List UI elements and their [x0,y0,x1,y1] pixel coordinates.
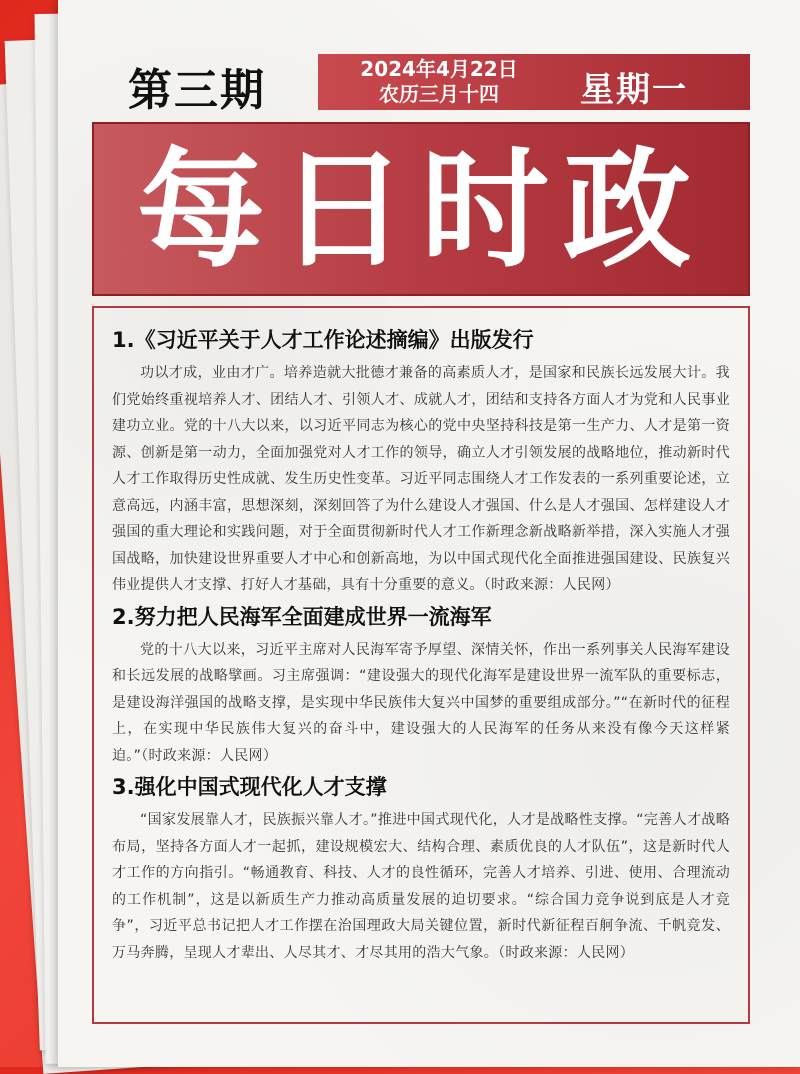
masthead-title: 每日时政 [136,136,705,285]
news-item [112,601,730,770]
news-body: 党的十八大以来，习近平主席对人民海军寄予厚望、深情关怀，作出一系列事关人民海军建设和长远发展的战略擘画。习主席强调：“建设强大的现代化海军是建设世界一流军队的重要标志，是建设海洋强国的战略支撑，是实现中华民族伟大复兴中国梦的重要组成部分。”“在新时代的征程上，在实现中华民族伟大复兴的奋斗中，建设强大的人民海军的任务从来没有像今天这样紧迫。”（时政来源：人民网） [112,641,730,764]
masthead-banner [92,122,750,296]
news-heading: 3.强化中国式现代化人才支撑 [112,775,387,799]
news-item [112,771,730,966]
news-content-box [92,306,750,1024]
issue-number: 第三期 [128,65,266,116]
news-heading: 2.努力把人民海军全面建成世界一流海军 [112,604,492,629]
date-banner [318,54,750,110]
news-body: “国家发展靠人才，民族振兴靠人才。”推进中国式现代化，人才是战略性支撑。“完善人才战略布局，坚持各方面人才一起抓，建设规模宏大、结构合理、素质优良的人才队伍”，这是新时代人才工作的方向指引。“畅通教育、科技、人才的良性循环，完善人才培养、引进、使用、合理流动的工作机制”，这是以新质生产力推动高质量发展的迫切要求。“综合国力竞争说到底是人才竞争”，习近平总书记把人才工作摆在治国理政大局关键位置，新时代新征程百舸争流、千帆竞发、万马奔腾，呈现人才辈出、人尽其才、才尽其用的浩大气象。（时政来源：人民网） [112,812,730,961]
news-body: 功以才成，业由才广。培养造就大批德才兼备的高素质人才，是国家和民族长远发展大计。我们党始终重视培养人才、团结人才、引领人才、成就人才，团结和支持各方面人才为党和人民事业建功立业。党的十八大以来，以习近平同志为核心的党中央坚持科技是第一生产力、人才是第一资源、创新是第一动力，全面加强党对人才工作的领导，确立人才引领发展的战略地位，推动新时代人才工作取得历史性成就、发生历史性变革。习近平同志围绕人才工作发表的一系列重要论述，立意高远，内涵丰富，思想深刻，深刻回答了为什么建设人才强国、什么是人才强国、怎样建设人才强国的重大理论和实践问题，对于全面贯彻新时代人才工作新理念新战略新举措，深入实施人才强国战略，加快建设世界重要人才中心和创新高地，为以中国式现代化全面推进强国建设、民族复兴伟业提供人才支撑、打好人才基础，具有十分重要的意义。（时政来源：人民网） [112,365,730,593]
weekday: 星期一 [580,70,688,110]
news-item [112,324,730,599]
news-heading: 1.《习近平关于人才工作论述摘编》出版发行 [112,328,534,352]
lunar-date: 农历三月十四 [379,82,499,106]
solar-date: 2024年4月22日 [360,57,518,81]
